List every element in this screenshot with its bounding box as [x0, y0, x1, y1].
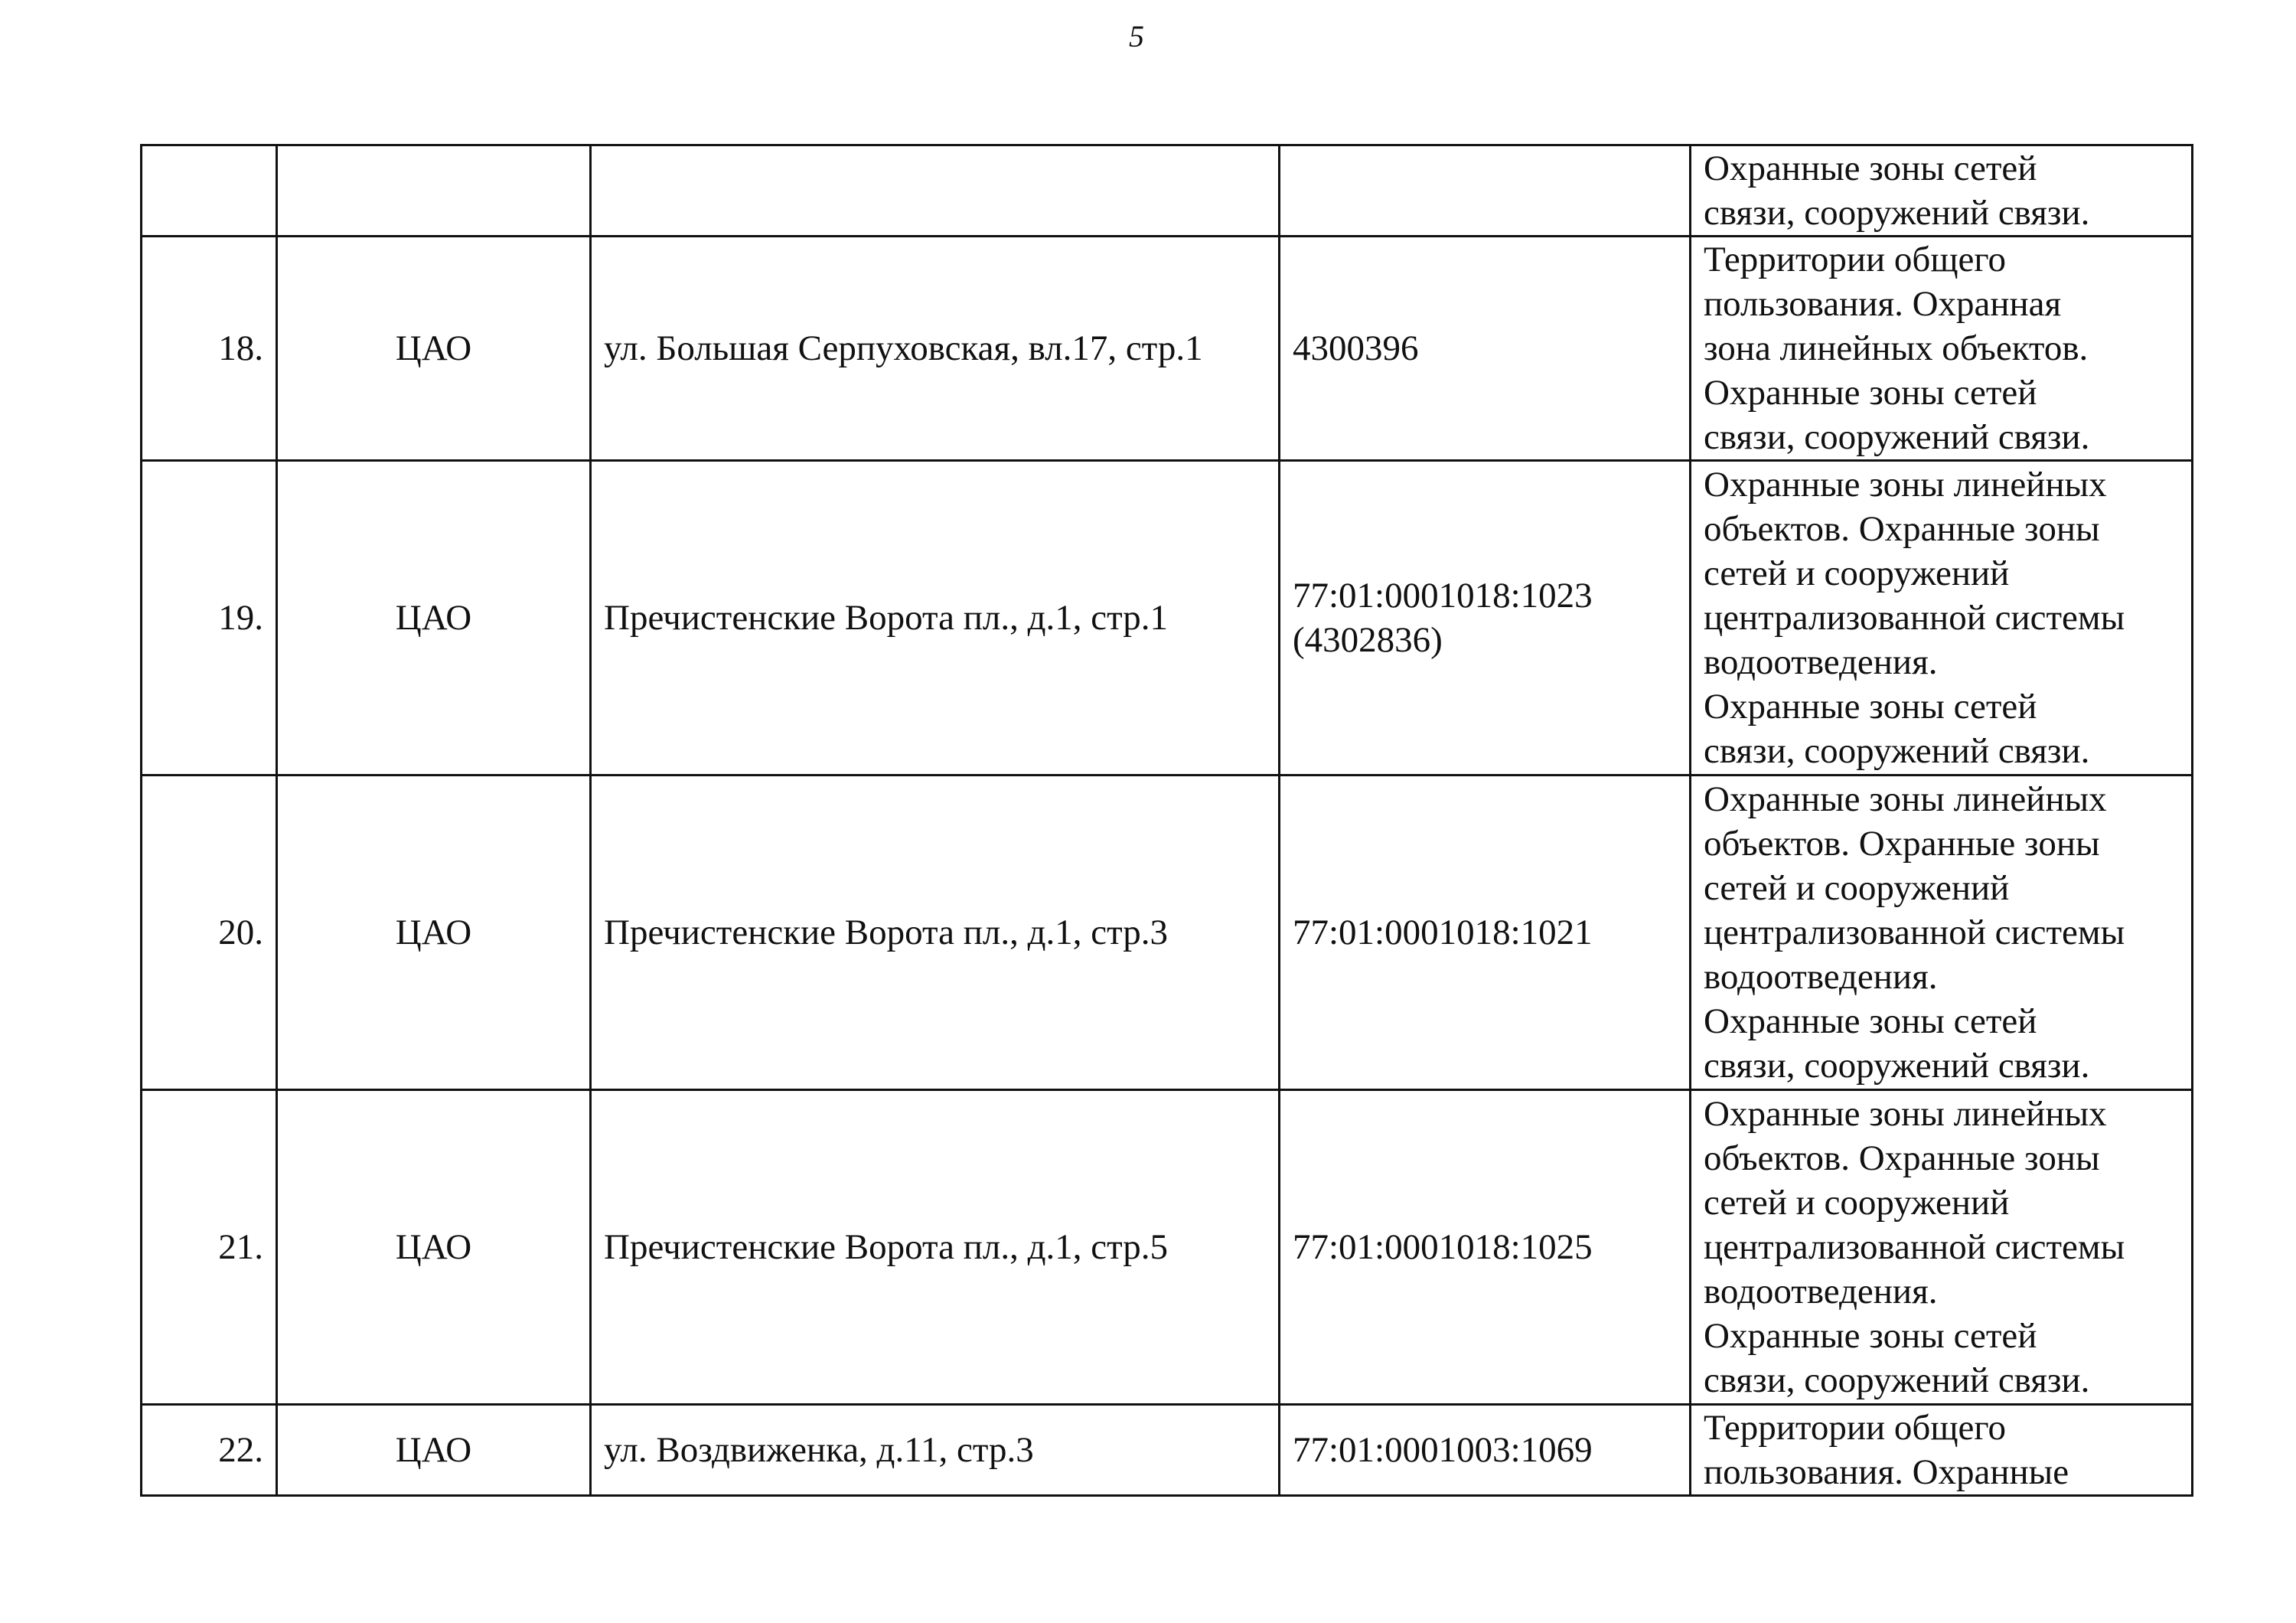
- restrictions-cell: Охранные зоны сетей связи, сооружений связи.: [1691, 145, 2193, 237]
- row-number-cell: [142, 145, 277, 237]
- district-cell: ЦАО: [277, 461, 591, 776]
- district-cell: ЦАО: [277, 1090, 591, 1405]
- district-cell: [277, 145, 591, 237]
- address-cell: Пречистенские Ворота пл., д.1, стр.5: [591, 1090, 1280, 1405]
- restrictions-cell: Охранные зоны линейных объектов. Охранные зоны сетей и сооружений централизованной системы водоотведения. Охранные зоны сетей связи, сооружений связи.: [1691, 1090, 2193, 1405]
- cadastral-cell: 77:01:0001018:1021: [1280, 776, 1691, 1090]
- district-cell: ЦАО: [277, 776, 591, 1090]
- row-number-cell: 18.: [142, 237, 277, 461]
- cadastral-cell: [1280, 145, 1691, 237]
- restrictions-cell: Территории общего пользования. Охранная зона линейных объектов. Охранные зоны сетей связи, сооружений связи.: [1691, 237, 2193, 461]
- restrictions-cell: Охранные зоны линейных объектов. Охранные зоны сетей и сооружений централизованной системы водоотведения. Охранные зоны сетей связи, сооружений связи.: [1691, 461, 2193, 776]
- row-number-cell: 22.: [142, 1405, 277, 1496]
- address-cell: ул. Большая Серпуховская, вл.17, стр.1: [591, 237, 1280, 461]
- table-row: [142, 776, 2193, 1090]
- cadastral-cell: 77:01:0001003:1069: [1280, 1405, 1691, 1496]
- address-cell: ул. Воздвиженка, д.11, стр.3: [591, 1405, 1280, 1496]
- address-cell: Пречистенские Ворота пл., д.1, стр.1: [591, 461, 1280, 776]
- table-row: [142, 461, 2193, 776]
- restrictions-cell: Территории общего пользования. Охранные: [1691, 1405, 2193, 1496]
- page-number: 5: [1129, 19, 1144, 54]
- address-cell: Пречистенские Ворота пл., д.1, стр.3: [591, 776, 1280, 1090]
- row-number-cell: 21.: [142, 1090, 277, 1405]
- district-cell: ЦАО: [277, 237, 591, 461]
- objects-table: [140, 144, 2193, 1497]
- row-number-cell: 19.: [142, 461, 277, 776]
- cadastral-cell: 77:01:0001018:1025: [1280, 1090, 1691, 1405]
- table-row: [142, 237, 2193, 461]
- table-row: [142, 145, 2193, 237]
- district-cell: ЦАО: [277, 1405, 591, 1496]
- cadastral-cell: 4300396: [1280, 237, 1691, 461]
- table-row: [142, 1090, 2193, 1405]
- restrictions-cell: Охранные зоны линейных объектов. Охранные зоны сетей и сооружений централизованной системы водоотведения. Охранные зоны сетей связи, сооружений связи.: [1691, 776, 2193, 1090]
- table-row: [142, 1405, 2193, 1496]
- cadastral-cell: 77:01:0001018:1023 (4302836): [1280, 461, 1691, 776]
- row-number-cell: 20.: [142, 776, 277, 1090]
- address-cell: [591, 145, 1280, 237]
